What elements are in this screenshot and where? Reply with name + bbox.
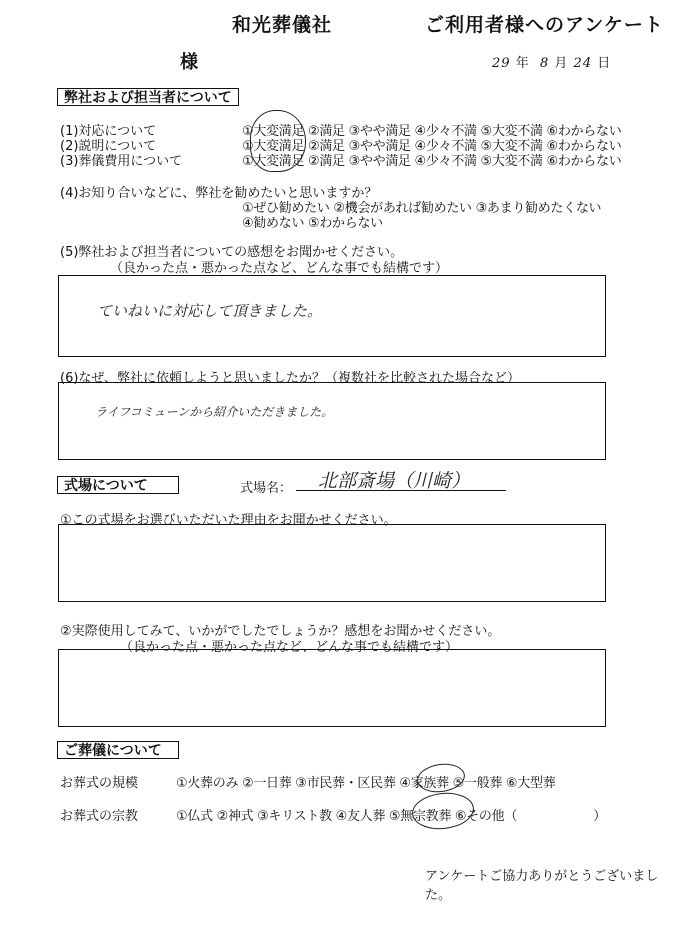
question-5-sublabel: （良かった点・悪かった点など、どんな事でも結構です） [110,261,449,276]
question-5-answer-box[interactable] [58,275,606,357]
date-month: 8 [539,56,550,71]
question-6-answer: ライフコミューンから紹介いただきました。 [95,405,334,419]
survey-date [492,52,611,71]
selected-answer-mark [250,110,306,172]
question-4-label: (4)お知り合いなどに、弊社を勧めたいと思いますか？ [60,186,378,201]
venue-question-2-label: ②実際使用してみて、いかがでしたでしょうか？感想をお聞かせください。 [60,624,501,639]
date-year-label: 年 [515,56,530,71]
funeral-religion-label: お葬式の宗教 [60,809,139,824]
date-day-label: 日 [597,56,612,71]
question-2-label: (2)説明について [60,139,157,154]
funeral-scale-label: お葬式の規模 [60,776,139,791]
question-3-label: (3)葬儀費用について [60,154,183,169]
company-name: 和光葬儀社 [232,14,333,36]
venue-question-1-label: ①この式場をお選びいただいた理由をお聞かせください。 [60,513,397,528]
survey-title: ご利用者様へのアンケート [425,14,664,36]
question-1-label: (1)対応について [60,124,157,139]
date-day: 24 [573,56,593,71]
question-1-options[interactable]: ①大変満足 ②満足 ③やや満足 ④少々不満 ⑤大変不満 ⑥わからない [242,124,622,139]
section-heading-venue: 式場について [57,476,179,494]
date-year: 29 [492,56,511,71]
funeral-religion-options[interactable]: ①仏式 ②神式 ③キリスト教 ④友人葬 ⑤無宗教葬 ⑥その他（ ） [176,809,606,824]
section-heading-funeral: ご葬儀について [57,741,179,759]
thank-you-message: アンケートご協力ありがとうございました。 [425,869,659,903]
venue-question-1-answer-box[interactable] [58,524,606,602]
question-4-options-line2[interactable]: ④勧めない ⑤わからない [242,216,383,231]
question-5-label: (5)弊社および担当者についての感想をお聞かせください。 [60,245,404,260]
venue-question-2-sublabel: （良かった点・悪かった点など、どんな事でも結構です） [120,640,459,655]
funeral-scale-options[interactable]: ①火葬のみ ②一日葬 ③市民葬・区民葬 ④家族葬 ⑤一般葬 ⑥大型葬 [176,776,556,791]
recipient-suffix: 様 [180,52,198,73]
question-2-options[interactable]: ①大変満足 ②満足 ③やや満足 ④少々不満 ⑤大変不満 ⑥わからない [242,139,622,154]
venue-name-value: 北部斎場（川崎） [318,470,471,492]
funeral-religion-selected-mark [410,790,475,832]
question-3-options[interactable]: ①大変満足 ②満足 ③やや満足 ④少々不満 ⑤大変不満 ⑥わからない [242,154,622,169]
question-4-options-line1[interactable]: ①ぜひ勧めたい ②機会があれば勧めたい ③あまり勧めたくない [242,201,602,216]
question-5-answer: ていねいに対応して頂きました。 [97,302,323,320]
question-6-label: (6)なぜ、弊社に依頼しようと思いましたか？（複数社を比較された場合など） [60,371,521,386]
venue-name-label: 式場名： [240,481,293,496]
section-heading-staff: 弊社および担当者について [57,88,239,106]
venue-question-2-answer-box[interactable] [58,649,606,727]
question-6-answer-box[interactable] [58,382,606,460]
date-month-label: 月 [554,56,569,71]
